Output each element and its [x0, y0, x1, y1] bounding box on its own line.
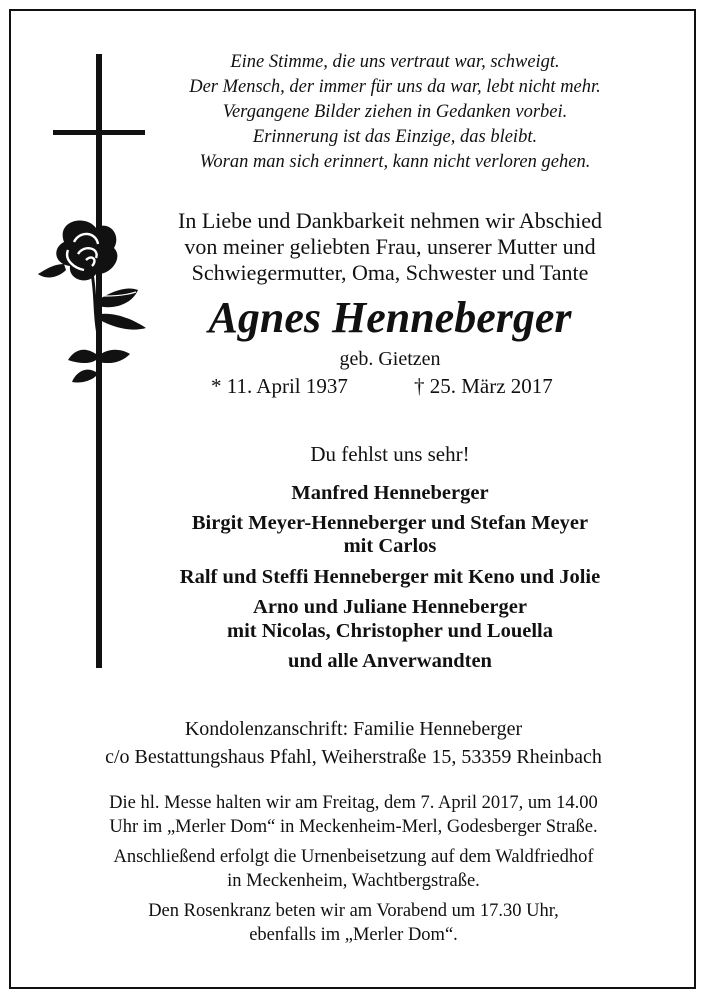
service-line: Die hl. Messe halten wir am Freitag, dem 7. April 2017, um 14.00	[109, 793, 598, 813]
death-date: † 25. März 2017	[414, 374, 553, 398]
family-line: Ralf und Steffi Henneberger mit Keno und Jolie	[179, 566, 601, 588]
poem-line: Eine Stimme, die uns vertraut war, schweigt.	[230, 52, 560, 72]
poem-line: Woran man sich erinnert, kann nicht verloren gehen.	[199, 152, 591, 172]
family-line: und alle Anverwandten	[288, 650, 492, 672]
family-line: Arno und Juliane Henneberger	[253, 596, 527, 618]
condolence-line: c/o Bestattungshaus Pfahl, Weiherstraße 15, 53359 Rheinbach	[105, 746, 602, 768]
service-line: Den Rosenkranz beten wir am Vorabend um 17.30 Uhr,	[148, 901, 559, 921]
family-line: Birgit Meyer-Henneberger und Stefan Meyer	[191, 512, 589, 534]
miss-text: Du fehlst uns sehr!	[310, 442, 470, 466]
poem-line: Erinnerung ist das Einzige, das bleibt.	[252, 127, 538, 147]
poem-line: Der Mensch, der immer für uns da war, lebt nicht mehr.	[189, 77, 601, 97]
condolence-line: Kondolenzanschrift: Familie Henneberger	[184, 718, 523, 740]
intro-line: In Liebe und Dankbarkeit nehmen wir Abschied	[178, 208, 602, 233]
service-line: ebenfalls im „Merler Dom“.	[249, 925, 458, 945]
service-line: in Meckenheim, Wachtbergstraße.	[227, 871, 480, 891]
birth-name: geb. Gietzen	[339, 348, 441, 370]
family-line: mit Nicolas, Christopher und Louella	[227, 620, 553, 642]
intro-line: Schwiegermutter, Oma, Schwester und Tante	[191, 260, 589, 285]
intro-line: von meiner geliebten Frau, unserer Mutter und	[184, 234, 596, 259]
family-line: mit Carlos	[343, 535, 437, 557]
service-line: Uhr im „Merler Dom“ in Meckenheim-Merl, Godesberger Straße.	[109, 817, 598, 837]
birth-date: * 11. April 1937	[211, 374, 348, 398]
deceased-name: Agnes Henneberger	[208, 293, 572, 342]
poem-line: Vergangene Bilder ziehen in Gedanken vorbei.	[222, 102, 568, 122]
family-line: Manfred Henneberger	[291, 482, 489, 504]
service-line: Anschließend erfolgt die Urnenbeisetzung auf dem Waldfriedhof	[113, 847, 594, 867]
